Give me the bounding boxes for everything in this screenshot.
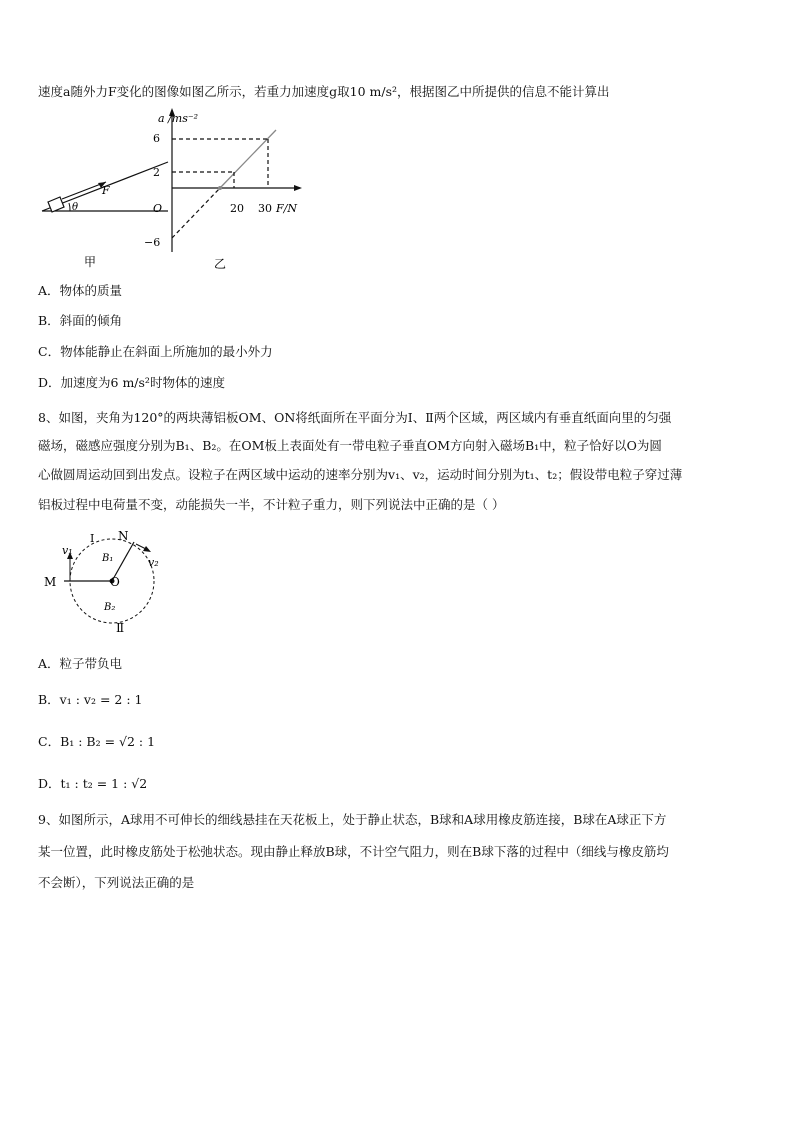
label-o: O [110, 575, 120, 589]
q8-figure [40, 528, 180, 638]
label-v1: v₁ [62, 544, 73, 557]
q9-text-line-1: 9、如图所示，A球用不可伸长的细线悬挂在天花板上，处于静止状态，B球和A球用橡皮筋连接，B球在A球正下方 [38, 812, 667, 827]
y-axis-label: a /ms⁻² [158, 112, 199, 125]
q8-option-d[interactable]: D．t₁ : t₂ = 1 : √2 [38, 776, 148, 791]
force-label: F [102, 184, 110, 197]
q7-option-c[interactable]: C．物体能静止在斜面上所施加的最小外力 [38, 344, 273, 359]
y-tick-6: 6 [153, 132, 160, 145]
q7-intro-line: 速度a随外力F变化的图像如图乙所示，若重力加速度g取10 m/s²，根据图乙中所提供的信息不能计算出 [38, 84, 610, 99]
incline-figure [42, 162, 168, 213]
q7-option-a[interactable]: A．物体的质量 [38, 283, 123, 298]
x-axis-label: F/N [276, 202, 297, 215]
label-b1: B₁ [102, 553, 114, 564]
caption-yi: 乙 [214, 257, 227, 271]
x-tick-30: 30 [258, 202, 272, 215]
y-tick-2: 2 [153, 166, 160, 179]
q9-text-line-3: 不会断），下列说法正确的是 [38, 875, 195, 890]
q8-option-a[interactable]: A．粒子带负电 [38, 656, 123, 671]
region-2-label: Ⅱ [116, 621, 125, 635]
q7-option-d[interactable]: D．加速度为6 m/s²时物体的速度 [38, 375, 225, 390]
q7-figure [36, 104, 336, 274]
q8-text-line-2: 磁场，磁感应强度分别为B₁、B₂。在OM板上表面处有一带电粒子垂直OM方向射入磁场B₁中，粒子恰好以O为圆 [38, 438, 662, 453]
x-tick-20: 20 [230, 202, 244, 215]
q7-option-b[interactable]: B．斜面的倾角 [38, 313, 123, 328]
q8-text-line-4: 铝板过程中电荷量不变，动能损失一半，不计粒子重力，则下列说法中正确的是（ ） [38, 497, 505, 512]
label-v2: v₂ [148, 556, 159, 569]
angle-label: θ [72, 202, 79, 213]
region-1-label: Ⅰ [90, 532, 95, 545]
extension-dashed-line [172, 188, 220, 238]
caption-jia: 甲 [84, 255, 97, 269]
y-tick-neg6: −6 [144, 236, 161, 249]
q9-text-line-2: 某一位置，此时橡皮筋处于松弛状态。现由静止释放B球，不计空气阻力，则在B球下落的过程中（细线与橡皮筋均 [38, 844, 669, 859]
q8-option-b[interactable]: B．v₁ : v₂ = 2 : 1 [38, 692, 143, 707]
q8-text-line-3: 心做圆周运动回到出发点。设粒子在两区域中运动的速率分别为v₁、v₂，运动时间分别为t₁、t₂；假设带电粒子穿过薄 [38, 467, 683, 482]
origin-label: O [153, 202, 163, 215]
q8-option-c[interactable]: C．B₁ : B₂ = √2 : 1 [38, 734, 156, 749]
label-b2: B₂ [104, 602, 116, 613]
label-m: M [44, 575, 57, 589]
af-graph [144, 108, 302, 252]
label-n: N [118, 529, 129, 543]
q8-text-line-1: 8、如图，夹角为120°的两块薄铝板OM、ON将纸面所在平面分为Ⅰ、Ⅱ两个区域，两区域内有垂直纸面向里的匀强 [38, 410, 672, 425]
